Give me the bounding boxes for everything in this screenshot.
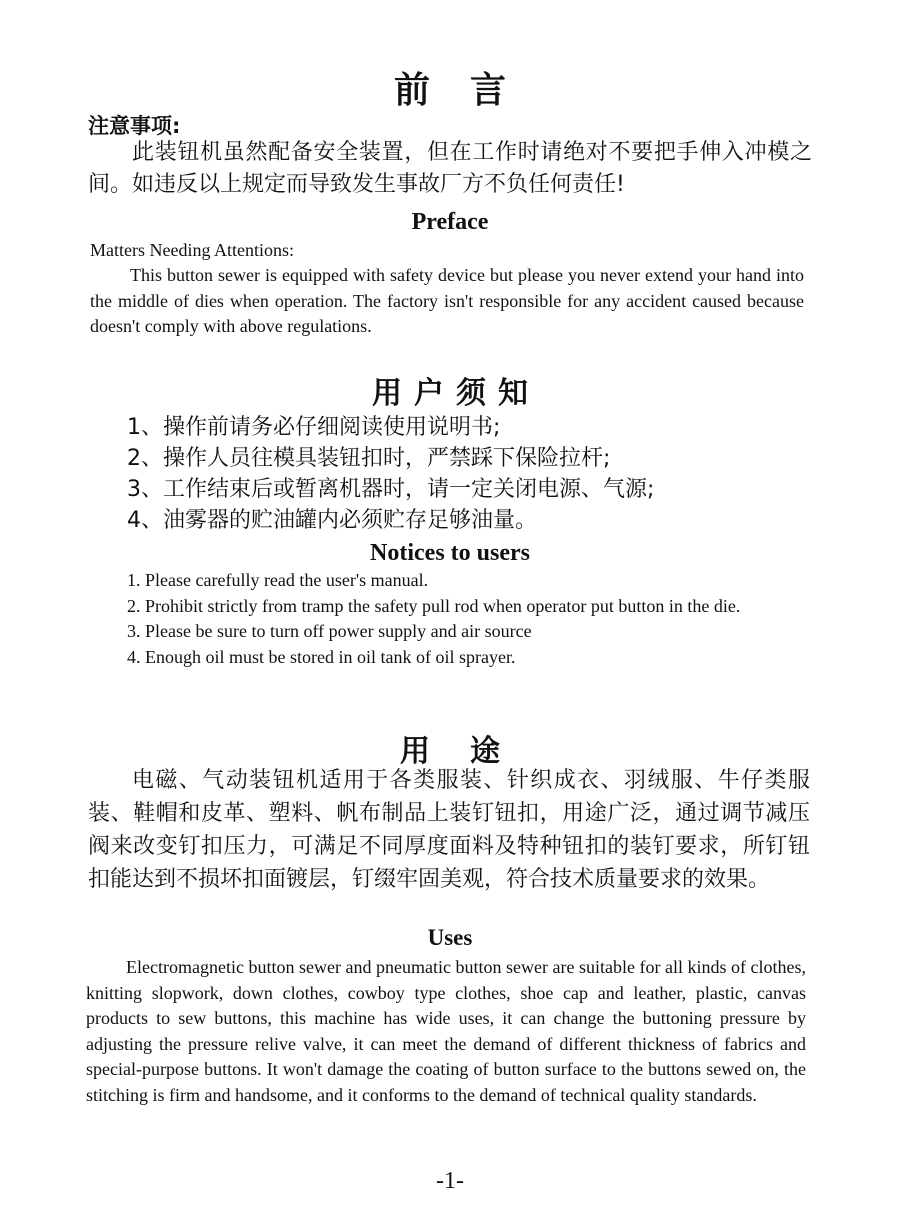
notice-text-cn: 此装钮机虽然配备安全装置，但在工作时请绝对不要把手伸入冲模之间。如违反以上规定而导致发生事故厂方不负任何责任! xyxy=(88,140,812,197)
notices-list-cn xyxy=(127,412,817,536)
notices-title-cn: 用户须知 xyxy=(372,376,540,411)
notice-text-en: This button sewer is equipped with safety device but please you never extend your hand into the middle of dies when operation. The factory isn't responsible for any accident caused because doesn't comply with above regulations. xyxy=(90,265,804,336)
page-number: -1- xyxy=(436,1168,464,1194)
notice-item-cn: 1、操作前请务必仔细阅读使用说明书; xyxy=(127,415,501,440)
uses-title-en: Uses xyxy=(427,925,473,950)
notice-item-cn: 2、操作人员往模具装钮扣时，严禁踩下保险拉杆; xyxy=(127,446,611,471)
notice-item-cn: 3、工作结束后或暂离机器时，请一定关闭电源、气源; xyxy=(127,477,655,502)
notice-heading-en: Matters Needing Attentions: xyxy=(90,240,294,260)
uses-text-cn: 电磁、气动装钮机适用于各类服装、针织成衣、羽绒服、牛仔类服装、鞋帽和皮革、塑料、帆布制品上装钉钮扣，用途广泛，通过调节减压阀来改变钉扣压力，可满足不同厚度面料及特种钮扣的装钉要求，所钉钮扣能达到不损坏扣面镀层，钉缀牢固美观，符合技术质量要求的效果。 xyxy=(88,768,810,892)
notice-item-en: 3. Please be sure to turn off power supply and air source xyxy=(127,621,532,641)
notice-item-en: 1. Please carefully read the user's manual. xyxy=(127,570,429,590)
notices-title-en: Notices to users xyxy=(370,540,530,566)
uses-text-en: Electromagnetic button sewer and pneumatic button sewer are suitable for all kinds of clothes, knitting slopwork, down clothes, cowboy type clothes, shoe cap and leather, plastic, canvas products to sew buttons, this machine has wide uses, it can change the buttoning pressure by adjusting the pressure relive valve, it can meet the demand of different thickness of fabrics and special-purpose buttons. It won't damage the coating of button surface to the buttons sewed on, the stitching is firm and handsome, and it conforms to the demand of technical quality standards. xyxy=(86,957,806,1105)
notice-item-cn: 4、油雾器的贮油罐内必须贮存足够油量。 xyxy=(127,508,537,533)
notices-list-en xyxy=(127,568,807,670)
preface-title-cn: 前言 xyxy=(393,70,546,111)
preface-title-en: Preface xyxy=(411,209,489,235)
notice-item-en: 4. Enough oil must be stored in oil tank of oil sprayer. xyxy=(127,646,516,667)
notice-item-en: 2. Prohibit strictly from tramp the safety pull rod when operator put button in the die. xyxy=(127,595,741,616)
uses-title-cn: 用途 xyxy=(400,734,540,769)
notice-heading-cn: 注意事项: xyxy=(88,114,181,138)
